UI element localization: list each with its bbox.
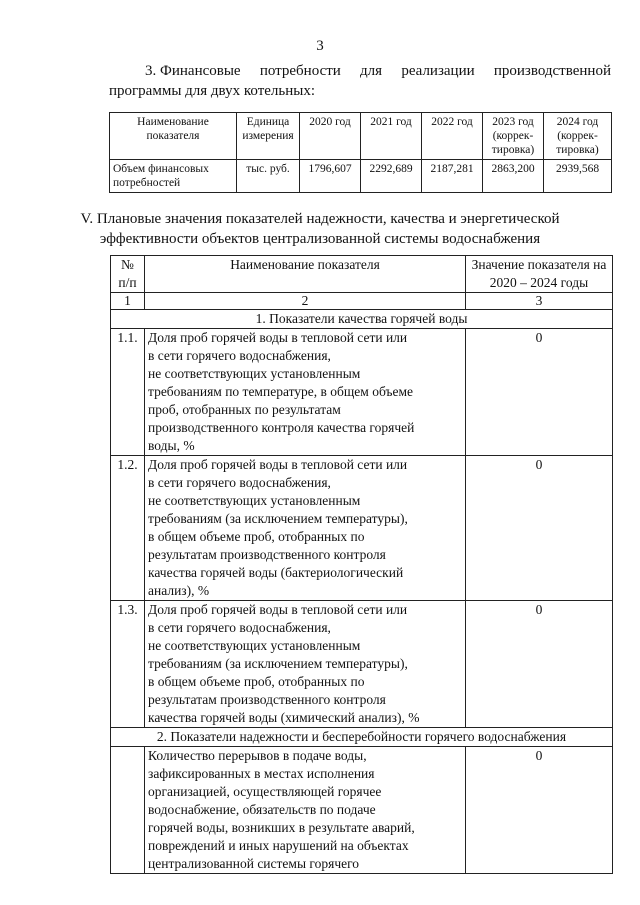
- text-line: в общем объеме проб, отобранных по: [148, 529, 365, 544]
- group-title: 1. Показатели качества горячей воды: [111, 310, 613, 329]
- table-cell: 2863,200: [483, 160, 544, 193]
- text-line: требованиям (за исключением температуры),: [148, 511, 408, 526]
- table-cell: 2292,689: [361, 160, 422, 193]
- heading-word: 3. Финансовые: [145, 63, 241, 79]
- table-row: [111, 601, 613, 728]
- heading-line: эффективности объектов централизованной системы водоснабжения: [99, 231, 541, 247]
- financial-needs-table: [109, 112, 612, 193]
- text-line: горячей воды, возникших в результате аварий,: [148, 820, 415, 835]
- header-cell: № п/п: [111, 256, 145, 293]
- table-cell: Объем финансовых потребностей: [110, 160, 237, 193]
- text-line: требованиям по температуре, в общем объеме: [148, 384, 414, 399]
- indicator-name: [145, 329, 466, 456]
- indicator-value: 0: [466, 329, 613, 456]
- table-row: [111, 329, 613, 456]
- header-cell: Наименование показателя: [145, 256, 466, 293]
- text-line: водоснабжение, обязательств по подаче: [148, 802, 376, 817]
- text-line: не соответствующих установленным: [148, 638, 361, 653]
- section-3-heading: [109, 61, 611, 101]
- header-cell: 2023 год (коррек-тировка): [483, 113, 544, 160]
- indicator-name: [145, 601, 466, 728]
- text-line: Доля проб горячей воды в тепловой сети или: [148, 330, 408, 345]
- table-row: [110, 160, 612, 193]
- header-cell: 2022 год: [422, 113, 483, 160]
- text-line: зафиксированных в местах исполнения: [148, 766, 375, 781]
- heading-word: реализации: [401, 63, 475, 79]
- indicator-name: [145, 747, 466, 874]
- indicators-table: [110, 255, 613, 874]
- heading-line: V. Плановые значения показателей надежности, качества и энергетической: [80, 211, 560, 227]
- table-row: [111, 747, 613, 874]
- group-row: [111, 728, 613, 747]
- table-row: [111, 456, 613, 601]
- group-title: 2. Показатели надежности и бесперебойности горячего водоснабжения: [111, 728, 613, 747]
- row-number: 1.3.: [111, 601, 145, 728]
- header-cell: 2020 год: [300, 113, 361, 160]
- indicator-value: 0: [466, 747, 613, 874]
- heading-word: для: [360, 63, 383, 79]
- text-line: воды, %: [148, 438, 195, 453]
- text-line: Доля проб горячей воды в тепловой сети или: [148, 602, 408, 617]
- text-line: организацией, осуществляющей горячее: [148, 784, 382, 799]
- row-number: 1.1.: [111, 329, 145, 456]
- table-header-row: [111, 256, 613, 293]
- text-line: результатам производственного контроля: [148, 547, 386, 562]
- heading-word: потребности: [259, 63, 341, 79]
- header-cell: 2021 год: [361, 113, 422, 160]
- table-cell: 2939,568: [544, 160, 612, 193]
- text-line: качества горячей воды (химический анализ), %: [148, 710, 420, 725]
- text-line: качества горячей воды (бактериологический: [148, 565, 404, 580]
- header-cell: 2024 год (коррек-тировка): [544, 113, 612, 160]
- text-line: не соответствующих установленным: [148, 493, 361, 508]
- column-number-row: [111, 293, 613, 310]
- section-5-heading: [0, 209, 640, 249]
- text-line: производственного контроля качества горячей: [148, 420, 415, 435]
- text-line: проб, отобранных по результатам: [148, 402, 341, 417]
- text-line: Доля проб горячей воды в тепловой сети или: [148, 457, 408, 472]
- row-number: [111, 747, 145, 874]
- row-number: 1.2.: [111, 456, 145, 601]
- page-number: 3: [316, 38, 324, 54]
- text-line: Количество перерывов в подаче воды,: [148, 748, 367, 763]
- text-line: в сети горячего водоснабжения,: [148, 620, 331, 635]
- text-line: требованиям (за исключением температуры),: [148, 656, 408, 671]
- table-cell: 3: [466, 293, 613, 310]
- header-cell: Единица измерения: [237, 113, 300, 160]
- group-row: [111, 310, 613, 329]
- header-cell: Наименование показателя: [110, 113, 237, 160]
- indicator-value: 0: [466, 601, 613, 728]
- header-cell: Значение показателя на 2020 – 2024 годы: [466, 256, 613, 293]
- heading-line: программы для двух котельных:: [109, 83, 316, 99]
- table-cell: 2187,281: [422, 160, 483, 193]
- indicator-name: [145, 456, 466, 601]
- text-line: в сети горячего водоснабжения,: [148, 348, 331, 363]
- text-line: анализ), %: [148, 583, 210, 598]
- text-line: в сети горячего водоснабжения,: [148, 475, 331, 490]
- text-line: в общем объеме проб, отобранных по: [148, 674, 365, 689]
- table-cell: 1796,607: [300, 160, 361, 193]
- text-line: результатам производственного контроля: [148, 692, 386, 707]
- table-header-row: [110, 113, 612, 160]
- text-line: централизованной системы горячего: [148, 856, 360, 871]
- table-cell: 2: [145, 293, 466, 310]
- indicator-value: 0: [466, 456, 613, 601]
- text-line: не соответствующих установленным: [148, 366, 361, 381]
- heading-word: производственной: [493, 63, 611, 79]
- text-line: повреждений и иных нарушений на объектах: [148, 838, 409, 853]
- table-cell: тыс. руб.: [237, 160, 300, 193]
- table-cell: 1: [111, 293, 145, 310]
